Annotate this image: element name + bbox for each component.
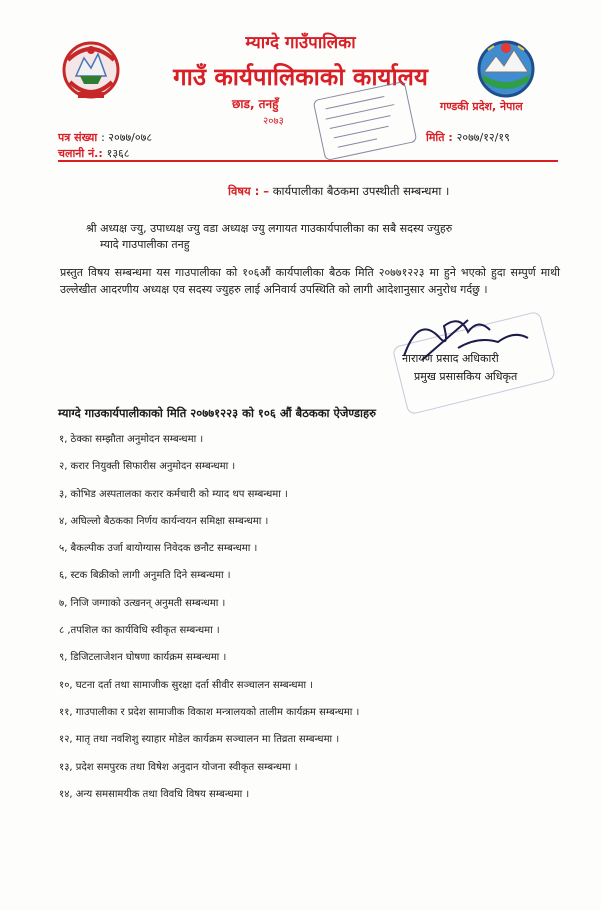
agenda-item: ५, बैकल्पीक उर्जा बायोग्यास निवेदक छनौट सम्बन्धमा । — [59, 543, 258, 555]
document-date — [426, 130, 510, 145]
municipality-name: म्याग्दे गाउँपालिका — [245, 33, 356, 53]
agenda-item: २, करार नियुक्ती सिफारीस अनुमोदन सम्बन्धमा । — [59, 461, 236, 473]
agenda-item: ९, डिजिटलाजेशन घोषणा कार्यक्रम सम्बन्धमा । — [59, 652, 227, 664]
header-divider — [58, 160, 558, 162]
patra-value: : २०७७/०७८ — [101, 131, 153, 144]
agenda-item: १, ठेक्का सम्झौता अनुमोदन सम्बन्धमा । — [59, 434, 204, 445]
recipient-line-2: म्यादे गाउपालीका तनहु — [100, 238, 190, 251]
date-value: २०७७/१२/१९ — [456, 131, 510, 144]
chalani-label: चलानी नं.: — [58, 147, 103, 160]
agenda-item: ३, कोभिड अस्पतालका करार कर्मचारी को म्याद थप सम्बन्धमा । — [59, 488, 288, 500]
agenda-list — [59, 431, 359, 813]
agenda-item: ८ ,तपशिल का कार्यविधि स्वीकृत सम्बन्धमा । — [59, 625, 220, 637]
patra-label: पत्र संख्या — [58, 131, 98, 144]
agenda-item: ७, निजि जग्गाको उत्खनन् अनुमती सम्बन्धमा । — [59, 597, 226, 609]
body-paragraph: प्रस्तुत विषय सम्बन्धमा यस गाउपालीका को १०६औं कार्यपालीका बैठक मिति २०७७१२२३ मा हुने भएको हुदा सम्पुर्ण माथी उल्लेखीत आदरणीय अध्यक्ष एव सदस्य ज्युहरु लाई अनिवार्य उपस्थिति को लागी आदेशानुसार अनुरोध गर्दछु । — [60, 266, 560, 296]
signatory-title: प्रमुख प्रसासकिय अधिकृत — [414, 370, 518, 383]
signatory-name: नारायण प्रसाद अधिकारी — [402, 352, 499, 365]
subject-text: कार्यपालीका बैठकमा उपस्थीती सम्बन्धमा । — [272, 184, 450, 198]
patra-sankhya — [58, 130, 152, 145]
agenda-item: १३, प्रदेश समपुरक तथा विषेश अनुदान योजना स्वीकृत सम्बन्धमा । — [59, 761, 298, 773]
agenda-item: १०, घटना दर्ता तथा सामाजीक सुरक्षा दर्ता सीवीर सञ्चालन सम्बन्धमा । — [59, 679, 314, 691]
subject-label: विषय : – — [228, 184, 270, 198]
recipient-line-1: श्री अध्यक्ष ज्यु, उपाध्यक्ष ज्यु वडा अध्यक्ष ज्यु लगायत गाउकार्यपालीका का सबै सदस्य ज्युहरु — [86, 222, 453, 235]
agenda-item: ४, अघिल्लो बैठकका निर्णय कार्यन्वयन समिक्षा सम्बन्धमा । — [59, 515, 269, 527]
office-title: गाउँ कार्यपालिकाको कार्यालय — [173, 63, 428, 91]
agenda-item: ११, गाउपालीका र प्रदेश सामाजीक विकाश मन्त्रालयको तालीम कार्यक्रम सम्बन्धमा । — [59, 706, 360, 718]
chalani-number — [58, 146, 130, 161]
office-established-year: २०७३ — [263, 116, 284, 127]
agenda-item: १२, मातृ तथा नवशिशु स्याहार मोडेल कार्यक्रम सञ्चालन मा तिव्रता सम्बन्धमा । — [59, 734, 340, 746]
agenda-item: १४, अन्य समसामयीक तथा विवधि विषय सम्बन्धमा । — [59, 788, 250, 800]
province-label: गण्डकी प्रदेश, नेपाल — [440, 100, 523, 113]
agenda-title: म्याग्दे गाउकार्यपालीकाको मिति २०७७१२२३ को १०६ औं बैठकका ऐजेण्डाहरु — [58, 406, 376, 420]
office-address: छाड, तनहुँ — [232, 97, 279, 111]
chalani-value: १३६८ — [106, 147, 130, 160]
agenda-item: ६, स्टक बिक्रीको लागी अनुमति दिने सम्बन्धमा । — [59, 570, 231, 582]
date-label: मिति : — [426, 131, 453, 144]
subject-line — [228, 184, 449, 199]
